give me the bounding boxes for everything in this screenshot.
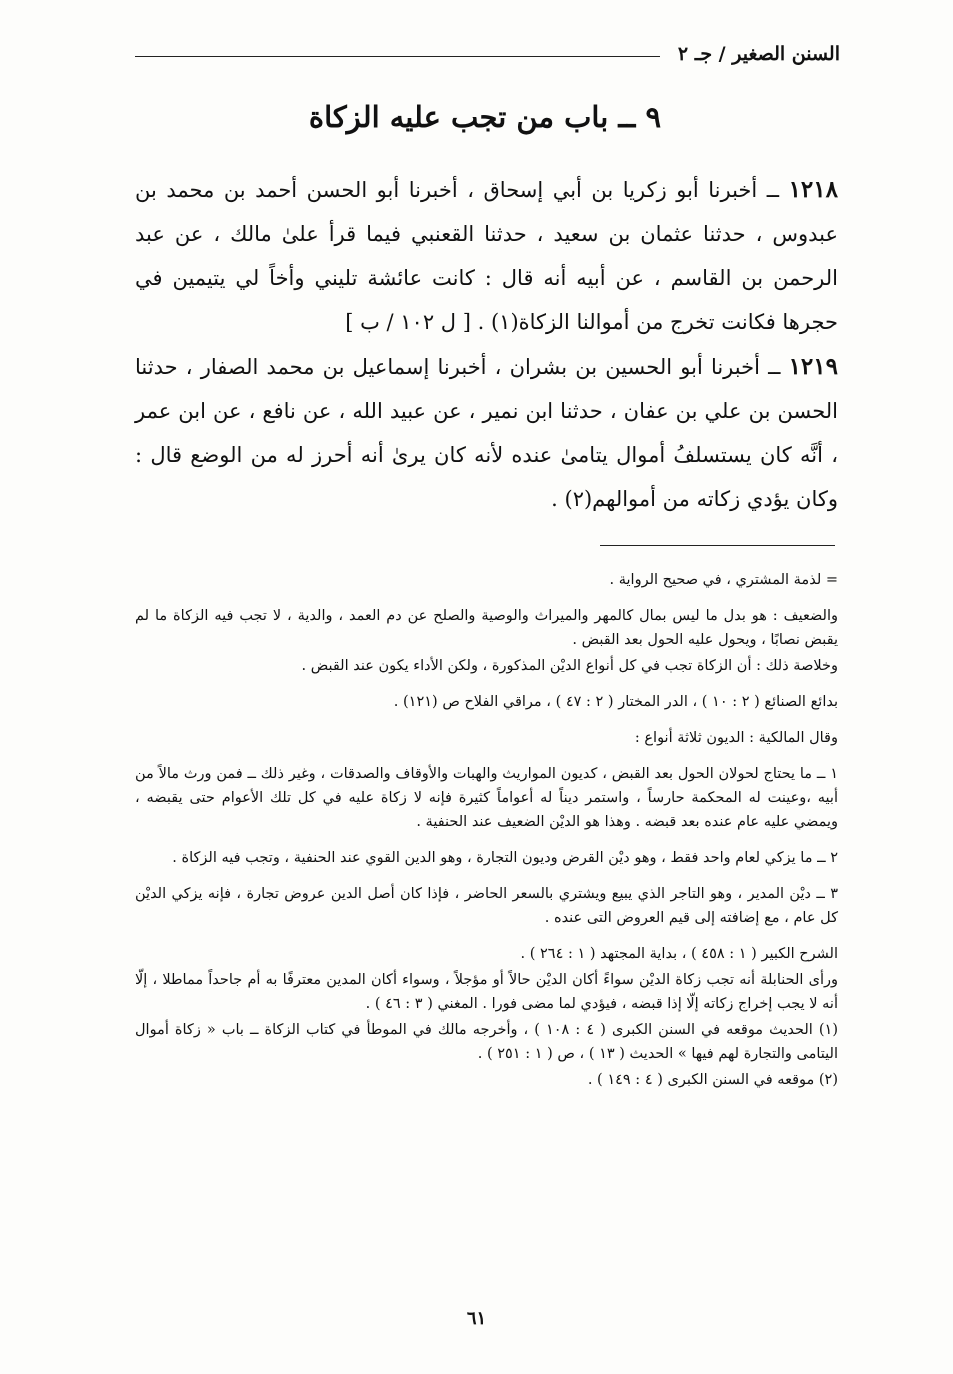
hadith-1219 (135, 345, 838, 521)
hadith-number: ١٢١٨ (788, 176, 838, 203)
hadith-text: ــ أخبرنا أبو زكريا بن أبي إسحاق ، أخبرنا أبو الحسن أحمد بن محمد بن عبدوس ، حدثنا عثمان بن سعيد ، حدثنا القعنبي فيما قرأ علىٰ مالك ، عن عبد الرحمن بن القاسم ، عن أبيه أنه قال : كانت عائشة تليني وأخاً لي يتيمين في حجرها فكانت تخرج من أموالنا الزكاة(١) . [ ل ١٠٢ / ب ] (135, 178, 838, 334)
footnote-reference: بدائع الصنائع ( ٢ : ١٠ ) ، الدر المختار ( ٢ : ٤٧ ) ، مراقي الفلاح ص (١٢١) . (393, 694, 838, 710)
footnotes (135, 568, 838, 1094)
footnote-list-item: ٣ ــ ديْن المدير ، وهو التاجر الذي يبيع ويشتري بالسعر الحاضر ، فإذا كان أصل الدين عروض تجارة ، فإنه يزكي الديْن كل عام ، مع إضافته إلى قيم العروض التى عنده . (135, 886, 838, 926)
page-header (135, 38, 840, 70)
footnote-paragraph: ورأى الحنابلة أنه تجب زكاة الديْن سواءً أكان الديْن حالاً أو مؤجلاً ، وسواء أكان المدين معترفًا به أم جاحداً مماطلا ، إلّا أنه لا يجب إخراج زكاته إلّا إذا قبضه ، فيؤدي لما مضى فورا . المغني ( ٣ : ٤٦ ) . (135, 972, 838, 1012)
footnote-paragraph: وقال المالكية : الديون ثلاثة أنواع : (634, 730, 838, 746)
hadith-1218 (135, 168, 838, 344)
footnote-reference: الشرح الكبير ( ١ : ٤٥٨ ) ، بداية المجتهد ( ١ : ٢٦٤ ) . (520, 946, 838, 962)
footnote-paragraph: وخلاصة ذلك : أن الزكاة تجب في كل أنواع الديْن المذكورة ، ولكن الأداء يكون عند القبض . (301, 658, 838, 674)
footnote-continuation: = لذمة المشتري ، في صحيح الرواية . (609, 572, 838, 588)
footnote-1: (١) الحديث موقعه في السنن الكبرى ( ٤ : ١٠٨ ) ، وأخرجه مالك في الموطأ في كتاب الزكاة ــ باب « زكاة أموال اليتامى والتجارة لهم فيها » الحديث ( ١٣ ) ، ص ( ١ : ٢٥١ ) . (135, 1022, 839, 1062)
page-number: ٦١ (466, 1308, 487, 1329)
hadith-number: ١٢١٩ (788, 353, 838, 380)
footnote-list-item: ١ ــ ما يحتاج لحولان الحول بعد القبض ، كديون المواريث والهبات والأوقاف والصدقات ، وغير ذلك ــ فمن ورث مالاً من أبيه ،وعينت له المحكمة حارساً ، واستمر ديناً له أعواماً كثيرة فإنه لا زكاة عليه في كل تلك الأعوام حتى يقبضه ، ويمضي عليه عام عنده بعد قبضه . وهذا هو الديْن الضعيف عند الحنفية . (135, 766, 838, 830)
chapter-title: ٩ ــ باب من تجب عليه الزكاة (308, 100, 662, 134)
footnote-separator (600, 545, 835, 546)
footnote-list-item: ٢ ــ ما يزكي لعام واحد فقط ، وهو ديْن القرض وديون التجارة ، وهو الدين القوي عند الحنفية ، وتجب فيه الزكاة . (172, 850, 838, 866)
hadith-text: ــ أخبرنا أبو الحسين بن بشران ، أخبرنا إسماعيل بن محمد الصفار ، حدثنا الحسن بن علي بن عفان ، حدثنا ابن نمير ، عن عبيد الله ، عن نافع ، عن ابن عمر ، أنَّه كان يستسلفُ أموال يتامىٰ عنده لأنه كان يرىٰ أنه أحرز له من الوضع قال : وكان يؤدي زكاته من أموالهم(٢) . (135, 355, 838, 511)
running-title: السنن الصغير / جـ ٢ (677, 43, 840, 65)
footnote-paragraph: والضعيف : هو بدل ما ليس بمال كالمهر والميراث والوصية والصلح عن دم العمد ، والدية ، لا تجب فيه الزكاة ما لم يقبض نصابًا ، ويحول عليه الحول بعد القبض . (135, 608, 838, 648)
footnote-2: (٢) موقعه في السنن الكبرى ( ٤ : ١٤٩ ) . (587, 1072, 838, 1088)
header-rule (135, 56, 660, 57)
